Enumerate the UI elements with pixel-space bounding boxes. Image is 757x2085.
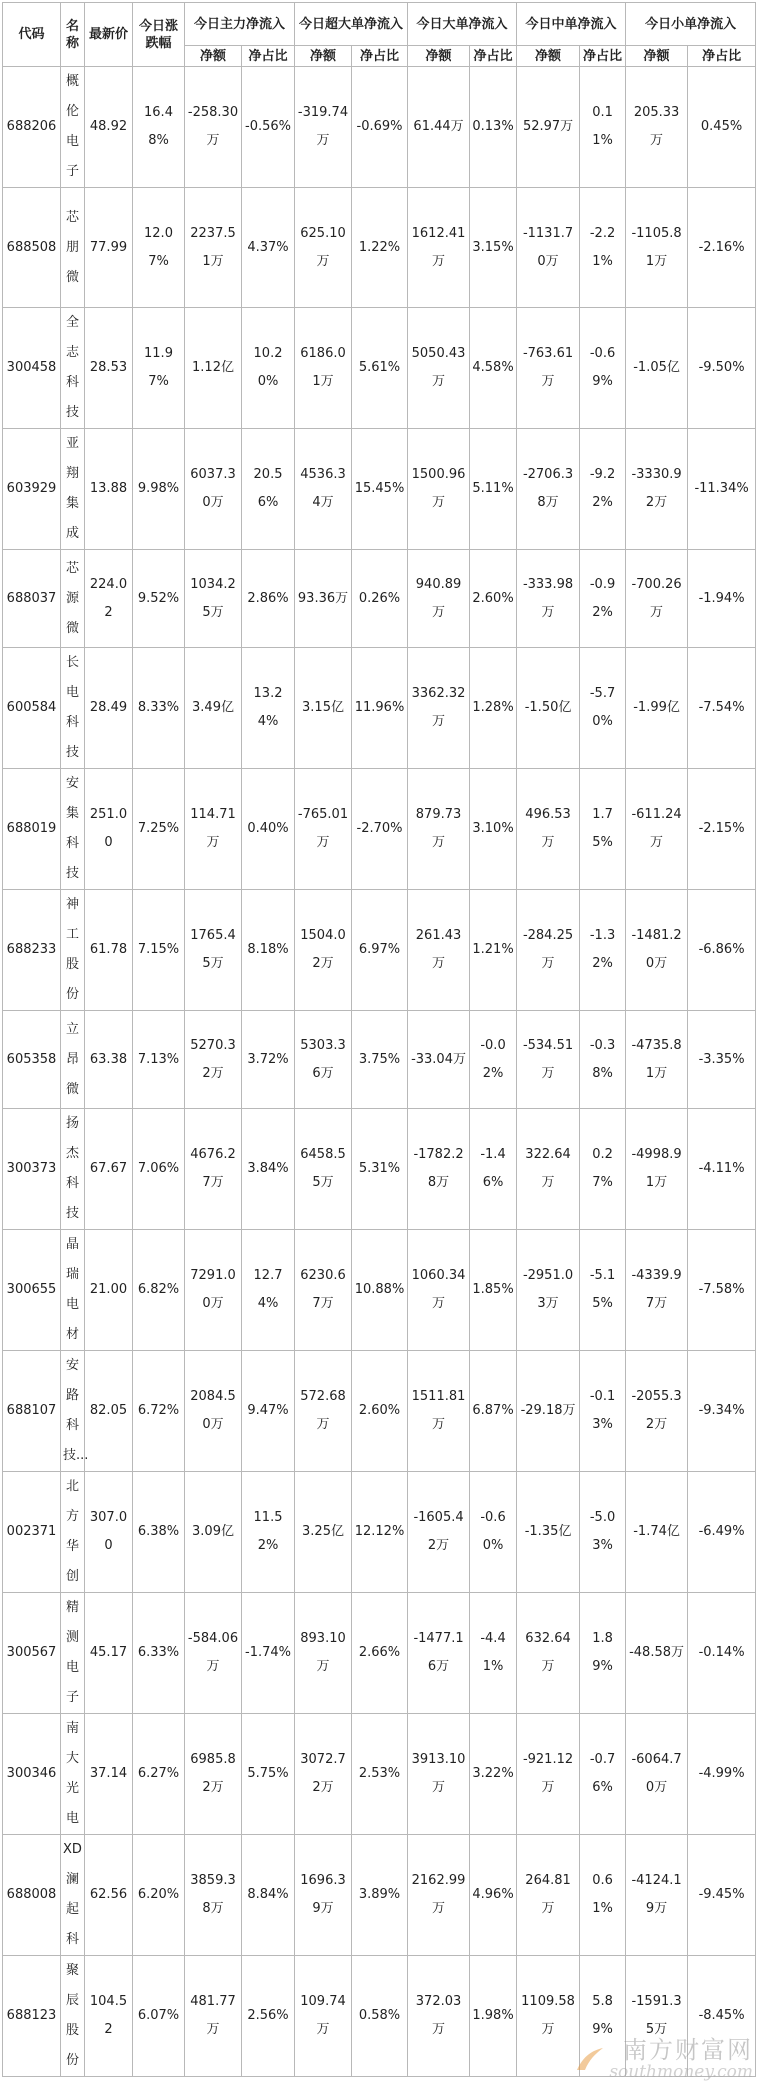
medium-inflow-ratio-cell: -0.69% [580,308,626,429]
small-inflow-amount-cell: -1591.35万 [626,1956,688,2077]
table-row [3,1109,756,1230]
small-inflow-ratio-cell: -7.54% [688,648,756,769]
subheader-ratio: 净占比 [470,46,517,67]
stock-code-cell: 300567 [3,1593,61,1714]
stock-name-cell: 长电科技 [61,648,85,769]
header-large-inflow: 今日大单净流入 [408,3,517,46]
large-inflow-amount-cell: 5050.43万 [408,308,470,429]
large-inflow-amount-cell: 372.03万 [408,1956,470,2077]
change-pct-cell: 12.07% [133,188,185,308]
large-inflow-amount-cell: 879.73万 [408,769,470,890]
medium-inflow-amount-cell: -763.61万 [517,308,580,429]
small-inflow-amount-cell: -3330.92万 [626,429,688,550]
change-pct-cell: 6.82% [133,1230,185,1351]
main-inflow-ratio-cell: 13.24% [242,648,295,769]
main-inflow-amount-cell: -584.06万 [185,1593,242,1714]
super-inflow-ratio-cell: 11.96% [352,648,408,769]
main-inflow-ratio-cell: 12.74% [242,1230,295,1351]
large-inflow-ratio-cell: 5.11% [470,429,517,550]
large-inflow-ratio-cell: 2.60% [470,550,517,648]
small-inflow-amount-cell: 205.33万 [626,67,688,188]
super-inflow-ratio-cell: 6.97% [352,890,408,1011]
small-inflow-ratio-cell: -4.11% [688,1109,756,1230]
watermark-en: southmoney.com [609,2062,753,2082]
small-inflow-ratio-cell: -11.34% [688,429,756,550]
medium-inflow-ratio-cell: 1.75% [580,769,626,890]
large-inflow-ratio-cell: -0.60% [470,1472,517,1593]
subheader-ratio: 净占比 [352,46,408,67]
super-inflow-ratio-cell: 0.58% [352,1956,408,2077]
table-row [3,188,756,308]
super-inflow-ratio-cell: 3.89% [352,1835,408,1956]
medium-inflow-amount-cell: 264.81万 [517,1835,580,1956]
main-inflow-amount-cell: 3859.38万 [185,1835,242,1956]
large-inflow-ratio-cell: 6.87% [470,1351,517,1472]
medium-inflow-amount-cell: -1131.70万 [517,188,580,308]
medium-inflow-amount-cell: -1.50亿 [517,648,580,769]
small-inflow-ratio-cell: 0.45% [688,67,756,188]
stock-code-cell: 605358 [3,1011,61,1109]
super-inflow-ratio-cell: 2.66% [352,1593,408,1714]
table-row [3,1351,756,1472]
fund-flow-table [2,2,756,2077]
small-inflow-ratio-cell: -8.45% [688,1956,756,2077]
subheader-ratio: 净占比 [688,46,756,67]
large-inflow-ratio-cell: 1.85% [470,1230,517,1351]
stock-name-cell: 安路科技... [61,1351,85,1472]
small-inflow-ratio-cell: -9.34% [688,1351,756,1472]
header-price: 最新价 [85,3,133,67]
latest-price-cell: 251.00 [85,769,133,890]
change-pct-cell: 9.98% [133,429,185,550]
super-inflow-ratio-cell: -2.70% [352,769,408,890]
large-inflow-amount-cell: 261.43万 [408,890,470,1011]
change-pct-cell: 6.07% [133,1956,185,2077]
watermark-cn: 南方财富网 [623,2036,753,2064]
large-inflow-ratio-cell: -1.46% [470,1109,517,1230]
super-inflow-amount-cell: 6230.67万 [295,1230,352,1351]
super-inflow-ratio-cell: 12.12% [352,1472,408,1593]
table-row [3,550,756,648]
latest-price-cell: 224.02 [85,550,133,648]
small-inflow-amount-cell: -611.24万 [626,769,688,890]
medium-inflow-amount-cell: 52.97万 [517,67,580,188]
main-inflow-amount-cell: 6037.30万 [185,429,242,550]
subheader-ratio: 净占比 [242,46,295,67]
subheader-ratio: 净占比 [580,46,626,67]
medium-inflow-amount-cell: -2706.38万 [517,429,580,550]
small-inflow-ratio-cell: -7.58% [688,1230,756,1351]
change-pct-cell: 9.52% [133,550,185,648]
large-inflow-ratio-cell: 0.13% [470,67,517,188]
large-inflow-amount-cell: 1500.96万 [408,429,470,550]
stock-name-cell: 亚翔集成 [61,429,85,550]
main-inflow-amount-cell: 114.71万 [185,769,242,890]
large-inflow-amount-cell: 61.44万 [408,67,470,188]
main-inflow-amount-cell: 481.77万 [185,1956,242,2077]
super-inflow-amount-cell: 3072.72万 [295,1714,352,1835]
latest-price-cell: 67.67 [85,1109,133,1230]
medium-inflow-ratio-cell: -5.70% [580,648,626,769]
main-inflow-amount-cell: 3.49亿 [185,648,242,769]
medium-inflow-amount-cell: -1.35亿 [517,1472,580,1593]
main-inflow-amount-cell: 6985.82万 [185,1714,242,1835]
large-inflow-amount-cell: 940.89万 [408,550,470,648]
latest-price-cell: 62.56 [85,1835,133,1956]
small-inflow-ratio-cell: -3.35% [688,1011,756,1109]
header-change: 今日涨跌幅 [133,3,185,67]
super-inflow-amount-cell: 1696.39万 [295,1835,352,1956]
small-inflow-amount-cell: -6064.70万 [626,1714,688,1835]
large-inflow-amount-cell: 1060.34万 [408,1230,470,1351]
stock-name-cell: 扬杰科技 [61,1109,85,1230]
small-inflow-amount-cell: -4998.91万 [626,1109,688,1230]
stock-name-cell: 神工股份 [61,890,85,1011]
table-row [3,308,756,429]
latest-price-cell: 307.00 [85,1472,133,1593]
super-inflow-ratio-cell: 1.22% [352,188,408,308]
main-inflow-amount-cell: 1765.45万 [185,890,242,1011]
change-pct-cell: 8.33% [133,648,185,769]
header-small-inflow: 今日小单净流入 [626,3,756,46]
stock-code-cell: 688008 [3,1835,61,1956]
super-inflow-amount-cell: 3.25亿 [295,1472,352,1593]
medium-inflow-ratio-cell: 5.89% [580,1956,626,2077]
super-inflow-amount-cell: 1504.02万 [295,890,352,1011]
latest-price-cell: 77.99 [85,188,133,308]
super-inflow-amount-cell: 5303.36万 [295,1011,352,1109]
super-inflow-amount-cell: 93.36万 [295,550,352,648]
table-row [3,1593,756,1714]
latest-price-cell: 45.17 [85,1593,133,1714]
super-inflow-ratio-cell: 3.75% [352,1011,408,1109]
large-inflow-amount-cell: 3913.10万 [408,1714,470,1835]
latest-price-cell: 28.49 [85,648,133,769]
super-inflow-amount-cell: 625.10万 [295,188,352,308]
table-row [3,1956,756,2077]
super-inflow-ratio-cell: 15.45% [352,429,408,550]
change-pct-cell: 7.25% [133,769,185,890]
medium-inflow-ratio-cell: 0.11% [580,67,626,188]
large-inflow-ratio-cell: 1.28% [470,648,517,769]
stock-name-cell: 聚辰股份 [61,1956,85,2077]
table-row [3,1472,756,1593]
medium-inflow-amount-cell: -534.51万 [517,1011,580,1109]
large-inflow-ratio-cell: 3.22% [470,1714,517,1835]
stock-name-cell: XD澜起科 [61,1835,85,1956]
small-inflow-amount-cell: -1.05亿 [626,308,688,429]
main-inflow-amount-cell: 2237.51万 [185,188,242,308]
super-inflow-amount-cell: 109.74万 [295,1956,352,2077]
main-inflow-ratio-cell: 8.18% [242,890,295,1011]
stock-name-cell: 晶瑞电材 [61,1230,85,1351]
change-pct-cell: 7.06% [133,1109,185,1230]
stock-code-cell: 300655 [3,1230,61,1351]
table-row [3,1714,756,1835]
change-pct-cell: 7.13% [133,1011,185,1109]
table-row [3,769,756,890]
table-row [3,1011,756,1109]
header-name: 名称 [61,3,85,67]
stock-name-cell: 全志科技 [61,308,85,429]
medium-inflow-amount-cell: 1109.58万 [517,1956,580,2077]
main-inflow-amount-cell: 5270.32万 [185,1011,242,1109]
super-inflow-ratio-cell: 0.26% [352,550,408,648]
stock-code-cell: 688233 [3,890,61,1011]
small-inflow-amount-cell: -1.74亿 [626,1472,688,1593]
medium-inflow-ratio-cell: -5.03% [580,1472,626,1593]
medium-inflow-amount-cell: -921.12万 [517,1714,580,1835]
small-inflow-amount-cell: -700.26万 [626,550,688,648]
medium-inflow-amount-cell: 632.64万 [517,1593,580,1714]
small-inflow-amount-cell: -2055.32万 [626,1351,688,1472]
small-inflow-amount-cell: -48.58万 [626,1593,688,1714]
stock-code-cell: 688107 [3,1351,61,1472]
small-inflow-amount-cell: -4339.97万 [626,1230,688,1351]
stock-code-cell: 688123 [3,1956,61,2077]
stock-name-cell: 北方华创 [61,1472,85,1593]
medium-inflow-ratio-cell: -0.13% [580,1351,626,1472]
main-inflow-amount-cell: 3.09亿 [185,1472,242,1593]
medium-inflow-amount-cell: -2951.03万 [517,1230,580,1351]
table-body [3,67,756,2077]
latest-price-cell: 21.00 [85,1230,133,1351]
stock-name-cell: 南大光电 [61,1714,85,1835]
medium-inflow-ratio-cell: -0.92% [580,550,626,648]
small-inflow-amount-cell: -1105.81万 [626,188,688,308]
large-inflow-ratio-cell: -0.02% [470,1011,517,1109]
super-inflow-amount-cell: 4536.34万 [295,429,352,550]
large-inflow-amount-cell: 1612.41万 [408,188,470,308]
small-inflow-ratio-cell: -2.15% [688,769,756,890]
large-inflow-ratio-cell: 1.98% [470,1956,517,2077]
stock-code-cell: 300458 [3,308,61,429]
latest-price-cell: 82.05 [85,1351,133,1472]
change-pct-cell: 16.48% [133,67,185,188]
stock-code-cell: 002371 [3,1472,61,1593]
table-row [3,890,756,1011]
small-inflow-ratio-cell: -4.99% [688,1714,756,1835]
latest-price-cell: 61.78 [85,890,133,1011]
small-inflow-ratio-cell: -6.49% [688,1472,756,1593]
large-inflow-amount-cell: -1477.16万 [408,1593,470,1714]
main-inflow-ratio-cell: 8.84% [242,1835,295,1956]
medium-inflow-ratio-cell: 0.61% [580,1835,626,1956]
main-inflow-ratio-cell: 2.86% [242,550,295,648]
medium-inflow-amount-cell: -333.98万 [517,550,580,648]
small-inflow-ratio-cell: -9.45% [688,1835,756,1956]
large-inflow-ratio-cell: 1.21% [470,890,517,1011]
stock-code-cell: 688037 [3,550,61,648]
stock-code-cell: 600584 [3,648,61,769]
main-inflow-ratio-cell: 10.20% [242,308,295,429]
large-inflow-amount-cell: 2162.99万 [408,1835,470,1956]
change-pct-cell: 11.97% [133,308,185,429]
stock-name-cell: 芯朋微 [61,188,85,308]
header-main-inflow: 今日主力净流入 [185,3,295,46]
stock-name-cell: 立昂微 [61,1011,85,1109]
header-super-inflow: 今日超大单净流入 [295,3,408,46]
super-inflow-ratio-cell: 5.61% [352,308,408,429]
table-row [3,648,756,769]
stock-name-cell: 芯源微 [61,550,85,648]
stock-name-cell: 精测电子 [61,1593,85,1714]
medium-inflow-ratio-cell: -2.21% [580,188,626,308]
main-inflow-amount-cell: 1034.25万 [185,550,242,648]
super-inflow-amount-cell: 6186.01万 [295,308,352,429]
table-row [3,429,756,550]
medium-inflow-amount-cell: -284.25万 [517,890,580,1011]
main-inflow-amount-cell: 1.12亿 [185,308,242,429]
medium-inflow-ratio-cell: -5.15% [580,1230,626,1351]
small-inflow-amount-cell: -1481.20万 [626,890,688,1011]
medium-inflow-ratio-cell: -0.76% [580,1714,626,1835]
main-inflow-ratio-cell: 11.52% [242,1472,295,1593]
large-inflow-ratio-cell: 3.15% [470,188,517,308]
medium-inflow-ratio-cell: 1.89% [580,1593,626,1714]
change-pct-cell: 7.15% [133,890,185,1011]
large-inflow-ratio-cell: 4.96% [470,1835,517,1956]
main-inflow-ratio-cell: -1.74% [242,1593,295,1714]
medium-inflow-amount-cell: 496.53万 [517,769,580,890]
header-medium-inflow: 今日中单净流入 [517,3,626,46]
main-inflow-ratio-cell: 3.72% [242,1011,295,1109]
small-inflow-amount-cell: -1.99亿 [626,648,688,769]
change-pct-cell: 6.27% [133,1714,185,1835]
main-inflow-amount-cell: 7291.00万 [185,1230,242,1351]
header-row [3,3,756,46]
small-inflow-ratio-cell: -6.86% [688,890,756,1011]
small-inflow-ratio-cell: -2.16% [688,188,756,308]
super-inflow-ratio-cell: 2.53% [352,1714,408,1835]
change-pct-cell: 6.38% [133,1472,185,1593]
stock-code-cell: 300346 [3,1714,61,1835]
change-pct-cell: 6.33% [133,1593,185,1714]
super-inflow-amount-cell: -765.01万 [295,769,352,890]
stock-name-cell: 安集科技 [61,769,85,890]
table-row [3,1230,756,1351]
main-inflow-ratio-cell: 3.84% [242,1109,295,1230]
change-pct-cell: 6.20% [133,1835,185,1956]
main-inflow-ratio-cell: 20.56% [242,429,295,550]
super-inflow-amount-cell: 6458.55万 [295,1109,352,1230]
table-row [3,67,756,188]
main-inflow-ratio-cell: 2.56% [242,1956,295,2077]
table-row [3,1835,756,1956]
super-inflow-amount-cell: 893.10万 [295,1593,352,1714]
stock-code-cell: 688019 [3,769,61,890]
subheader-amount: 净额 [295,46,352,67]
header-code: 代码 [3,3,61,67]
large-inflow-amount-cell: 1511.81万 [408,1351,470,1472]
main-inflow-ratio-cell: -0.56% [242,67,295,188]
change-pct-cell: 6.72% [133,1351,185,1472]
medium-inflow-ratio-cell: 0.27% [580,1109,626,1230]
subheader-amount: 净额 [408,46,470,67]
medium-inflow-ratio-cell: -0.38% [580,1011,626,1109]
latest-price-cell: 48.92 [85,67,133,188]
subheader-amount: 净额 [185,46,242,67]
main-inflow-ratio-cell: 0.40% [242,769,295,890]
small-inflow-ratio-cell: -0.14% [688,1593,756,1714]
large-inflow-amount-cell: 3362.32万 [408,648,470,769]
small-inflow-amount-cell: -4124.19万 [626,1835,688,1956]
main-inflow-amount-cell: 2084.50万 [185,1351,242,1472]
stock-code-cell: 688206 [3,67,61,188]
medium-inflow-ratio-cell: -1.32% [580,890,626,1011]
small-inflow-ratio-cell: -9.50% [688,308,756,429]
latest-price-cell: 28.53 [85,308,133,429]
super-inflow-ratio-cell: -0.69% [352,67,408,188]
super-inflow-amount-cell: 572.68万 [295,1351,352,1472]
super-inflow-ratio-cell: 10.88% [352,1230,408,1351]
main-inflow-amount-cell: 4676.27万 [185,1109,242,1230]
latest-price-cell: 13.88 [85,429,133,550]
medium-inflow-amount-cell: 322.64万 [517,1109,580,1230]
main-inflow-ratio-cell: 4.37% [242,188,295,308]
large-inflow-amount-cell: -33.04万 [408,1011,470,1109]
medium-inflow-amount-cell: -29.18万 [517,1351,580,1472]
medium-inflow-ratio-cell: -9.22% [580,429,626,550]
large-inflow-amount-cell: -1782.28万 [408,1109,470,1230]
large-inflow-ratio-cell: -4.41% [470,1593,517,1714]
stock-code-cell: 300373 [3,1109,61,1230]
latest-price-cell: 104.52 [85,1956,133,2077]
large-inflow-ratio-cell: 4.58% [470,308,517,429]
subheader-amount: 净额 [626,46,688,67]
main-inflow-amount-cell: -258.30万 [185,67,242,188]
super-inflow-ratio-cell: 5.31% [352,1109,408,1230]
latest-price-cell: 37.14 [85,1714,133,1835]
small-inflow-amount-cell: -4735.81万 [626,1011,688,1109]
latest-price-cell: 63.38 [85,1011,133,1109]
stock-name-cell: 概伦电子 [61,67,85,188]
large-inflow-amount-cell: -1605.42万 [408,1472,470,1593]
super-inflow-amount-cell: 3.15亿 [295,648,352,769]
small-inflow-ratio-cell: -1.94% [688,550,756,648]
super-inflow-ratio-cell: 2.60% [352,1351,408,1472]
stock-code-cell: 688508 [3,188,61,308]
large-inflow-ratio-cell: 3.10% [470,769,517,890]
stock-code-cell: 603929 [3,429,61,550]
subheader-amount: 净额 [517,46,580,67]
super-inflow-amount-cell: -319.74万 [295,67,352,188]
main-inflow-ratio-cell: 5.75% [242,1714,295,1835]
main-inflow-ratio-cell: 9.47% [242,1351,295,1472]
